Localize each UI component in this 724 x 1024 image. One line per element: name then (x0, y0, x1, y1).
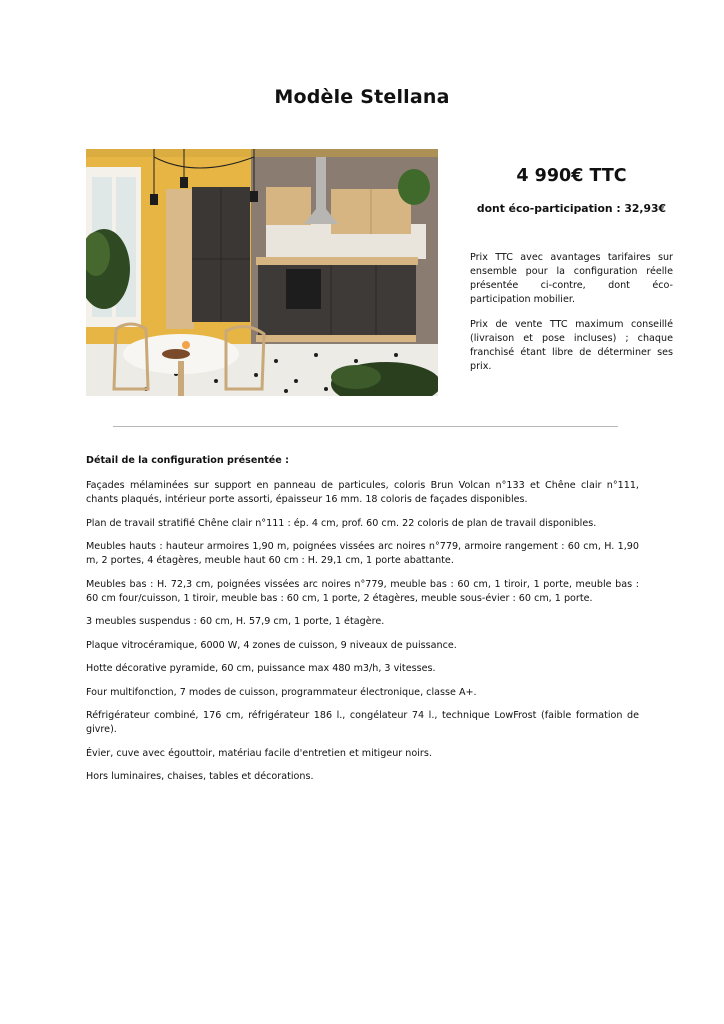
detail-item: Plaque vitrocéramique, 6000 W, 4 zones de cuisson, 9 niveaux de puissance. (86, 639, 457, 651)
kitchen-photo (86, 149, 438, 396)
price-note: Prix TTC avec avantages tarifaires sur ensemble pour la configuration réelle présentée ci-contre, dont éco-participation mobilier. (470, 252, 673, 305)
detail-item: Hors luminaires, chaises, tables et décorations. (86, 771, 314, 782)
eco-participation: dont éco-participation : 32,93€ (476, 202, 667, 215)
divider (113, 426, 618, 427)
configuration-details (86, 454, 639, 794)
detail-item: Plan de travail stratifié Chêne clair n°111 : ép. 4 cm, prof. 60 cm. 22 coloris de plan de travail disponibles. (86, 517, 597, 529)
page-title: Modèle Stellana (274, 86, 450, 108)
detail-item: Hotte décorative pyramide, 60 cm, puissance max 480 m3/h, 3 vitesses. (86, 663, 436, 674)
detail-item: Four multifonction, 7 modes de cuisson, programmateur électronique, classe A+. (86, 686, 477, 698)
detail-item: Évier, cuve avec égouttoir, matériau facile d'entretien et mitigeur noirs. (86, 747, 432, 759)
price-note: Prix de vente TTC maximum conseillé (livraison et pose incluses) ; chaque franchisé étant libre de déterminer ses prix. (470, 319, 673, 372)
details-heading: Détail de la configuration présentée : (86, 455, 289, 466)
detail-item: Façades mélaminées sur support en panneau de particules, coloris Brun Volcan n°133 et Chêne clair n°111, chants plaqués, intérieur porte assorti, épaisseur 16 mm. 18 coloris de façades disponibles. (86, 480, 639, 505)
detail-item: 3 meubles suspendus : 60 cm, H. 57,9 cm, 1 porte, 1 étagère. (86, 616, 385, 627)
detail-item: Meubles hauts : hauteur armoires 1,90 m, poignées vissées arc noires n°779, armoire rangement : 60 cm, H. 1,90 m, 2 portes, 4 étagères, meuble haut 60 cm : H. 29,1 cm, 1 porte abattante. (86, 541, 639, 566)
detail-item: Meubles bas : H. 72,3 cm, poignées vissées arc noires n°779, meuble bas : 60 cm, 1 tiroir, 1 porte, meuble bas : 60 cm four/cuisson, 1 tiroir, meuble bas : 60 cm, 1 porte, 2 étagères, meuble sous-évier : 60 cm, 1 porte. (86, 578, 639, 604)
detail-item: Réfrigérateur combiné, 176 cm, réfrigérateur 186 l., congélateur 74 l., technique LowFrost (faible formation de givre). (86, 710, 639, 735)
price-ttc: 4 990€ TTC (516, 166, 627, 186)
